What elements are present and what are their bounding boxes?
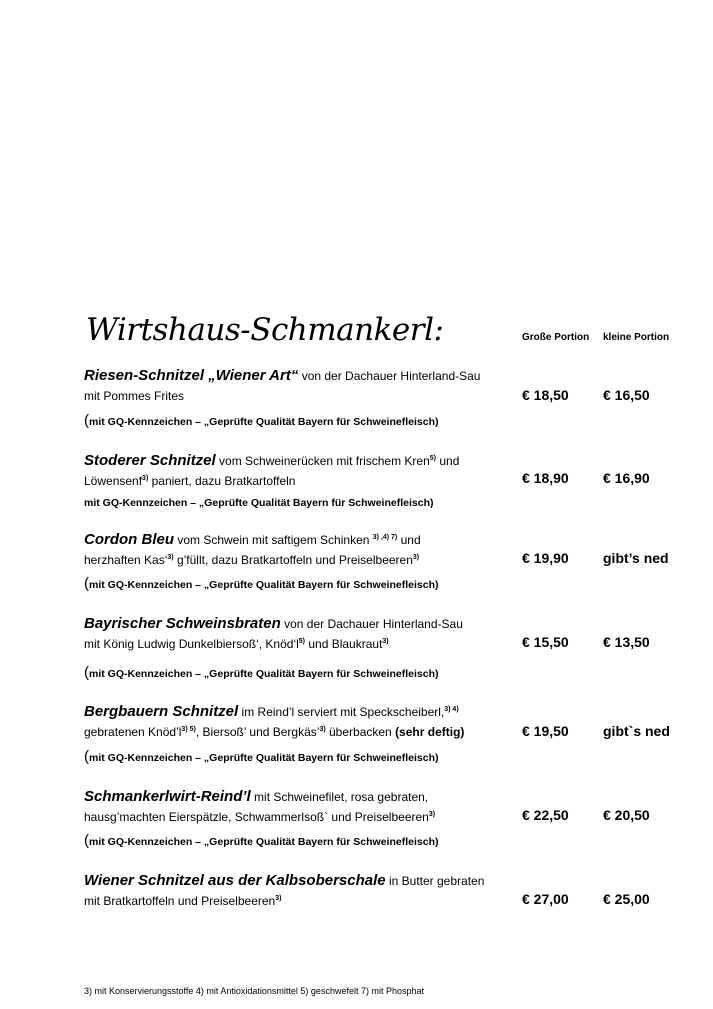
price-small: € 20,50: [603, 807, 650, 823]
price-large: € 22,50: [522, 807, 569, 823]
dish-name: Bayrischer Schweinsbraten: [84, 615, 281, 632]
dish-name: Stoderer Schnitzel: [84, 452, 216, 469]
price-small: gibt`s ned: [603, 723, 670, 739]
price-small: € 25,00: [603, 891, 650, 907]
menu-item-schmankerlwirt-reindl: Schmankerlwirt-Reind’l mit Schweinefilet, rosa gebraten, hausg’machten Eierspätzle, Schwammerlsoß` und Preiselbeeren$^{3)}$: [84, 788, 436, 824]
column-header-small: kleine Portion: [603, 332, 670, 343]
price-large: € 27,00: [522, 891, 569, 907]
column-header-large: Große Portion: [522, 332, 590, 343]
price-small: gibt’s ned: [603, 550, 669, 566]
price-small: € 13,50: [603, 634, 650, 650]
price-large: € 15,50: [522, 634, 569, 650]
menu-item-wiener-schnitzel: Wiener Schnitzel aus der Kalbsoberschale in Butter gebraten mit Bratkartoffeln und Preiselbeeren$^{3)}$: [84, 872, 485, 908]
dish-name: Wiener Schnitzel aus der Kalbsoberschale: [84, 872, 386, 889]
price-large: € 18,90: [522, 470, 569, 486]
menu-item-bergbauern-schnitzel: Bergbauern Schnitzel im Reind’l serviert mit Speckscheiberl,$^{3) 4)}$ gebratenen $Knöd’l^{3) 5)}$, Biersoß’ und Bergkäs’$^{3)}$ überbacken (sehr deftig): [84, 703, 465, 739]
page-title: Wirtshaus-Schmankerl:: [86, 312, 444, 348]
menu-item-schweinsbraten: Bayrischer Schweinsbraten von der Dachauer Hinterland-Sau mit König Ludwig Dunkelbiersoß‘, $Knöd‘l^{5)}$ und Blaukraut$^{3)}$: [84, 615, 463, 651]
price-large: € 19,50: [522, 723, 569, 739]
dish-name: Schmankerlwirt-Reind’l: [84, 788, 251, 805]
dish-name: Cordon Bleu: [84, 531, 174, 548]
gq-note: (mit GQ-Kennzeichen – „Geprüfte Qualität Bayern für Schweinefleisch): [84, 748, 439, 765]
menu-item-cordon-bleu: Cordon Bleu vom Schwein mit saftigem Schinken $^{3) ,4) 7)}$ und herzhaften Kas‘$^{3)}$ g’füllt, dazu Bratkartoffeln und Preiselbeeren$^{3)}$: [84, 531, 421, 567]
gq-note: (mit GQ-Kennzeichen – „Geprüfte Qualität Bayern für Schweinefleisch): [84, 664, 439, 681]
gq-note: (mit GQ-Kennzeichen – „Geprüfte Qualität Bayern für Schweinefleisch): [84, 575, 439, 592]
dish-name: Riesen-Schnitzel „Wiener Art“: [84, 367, 299, 384]
menu-item-riesen-schnitzel: Riesen-Schnitzel „Wiener Art“ von der Dachauer Hinterland-Sau mit Pommes Frites: [84, 367, 481, 403]
gq-note: (mit GQ-Kennzeichen – „Geprüfte Qualität Bayern für Schweinefleisch): [84, 412, 439, 429]
price-small: € 16,90: [603, 470, 650, 486]
gq-note: mit GQ-Kennzeichen – „Geprüfte Qualität Bayern für Schweinefleisch): [84, 497, 434, 509]
price-large: € 18,50: [522, 387, 569, 403]
price-small: € 16,50: [603, 387, 650, 403]
menu-item-stoderer-schnitzel: Stoderer Schnitzel vom Schweinerücken mit frischem Kren$^{5)}$ und Löwensenf$^{3)}$ paniert, dazu Bratkartoffeln: [84, 452, 460, 488]
price-large: € 19,90: [522, 550, 569, 566]
dish-name: Bergbauern Schnitzel: [84, 703, 239, 720]
gq-note: (mit GQ-Kennzeichen – „Geprüfte Qualität Bayern für Schweinefleisch): [84, 832, 439, 849]
footnote: 3) mit Konservierungsstoffe 4) mit Antioxidationsmittel 5) geschwefelt 7) mit Phosphat: [84, 986, 424, 996]
